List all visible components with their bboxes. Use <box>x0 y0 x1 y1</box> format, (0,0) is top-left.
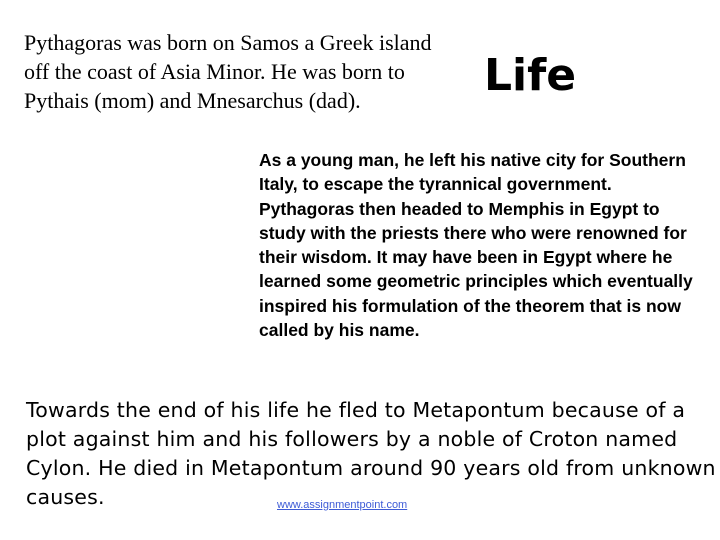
intro-paragraph: Pythagoras was born on Samos a Greek island off the coast of Asia Minor. He was born to Pythais (mom) and Mnesarchus (dad). <box>24 30 432 113</box>
slide-title: Life <box>484 50 577 101</box>
body-paragraph: As a young man, he left his native city for Southern Italy, to escape the tyrannical government. Pythagoras then headed to Memphis in Egypt to study with the priests there who were renowned for their wisdom. It may have been in Egypt where he learned some geometric principles which eventually inspired his formulation of the theorem that is now called by his name. <box>259 150 693 341</box>
footer-link[interactable]: www.assignmentpoint.com <box>277 499 408 511</box>
closing-paragraph: Towards the end of his life he fled to Metapontum because of a plot against him and his followers by a noble of Croton named Cylon. He died in Metapontum around 90 years old from unknown causes. <box>26 398 716 509</box>
